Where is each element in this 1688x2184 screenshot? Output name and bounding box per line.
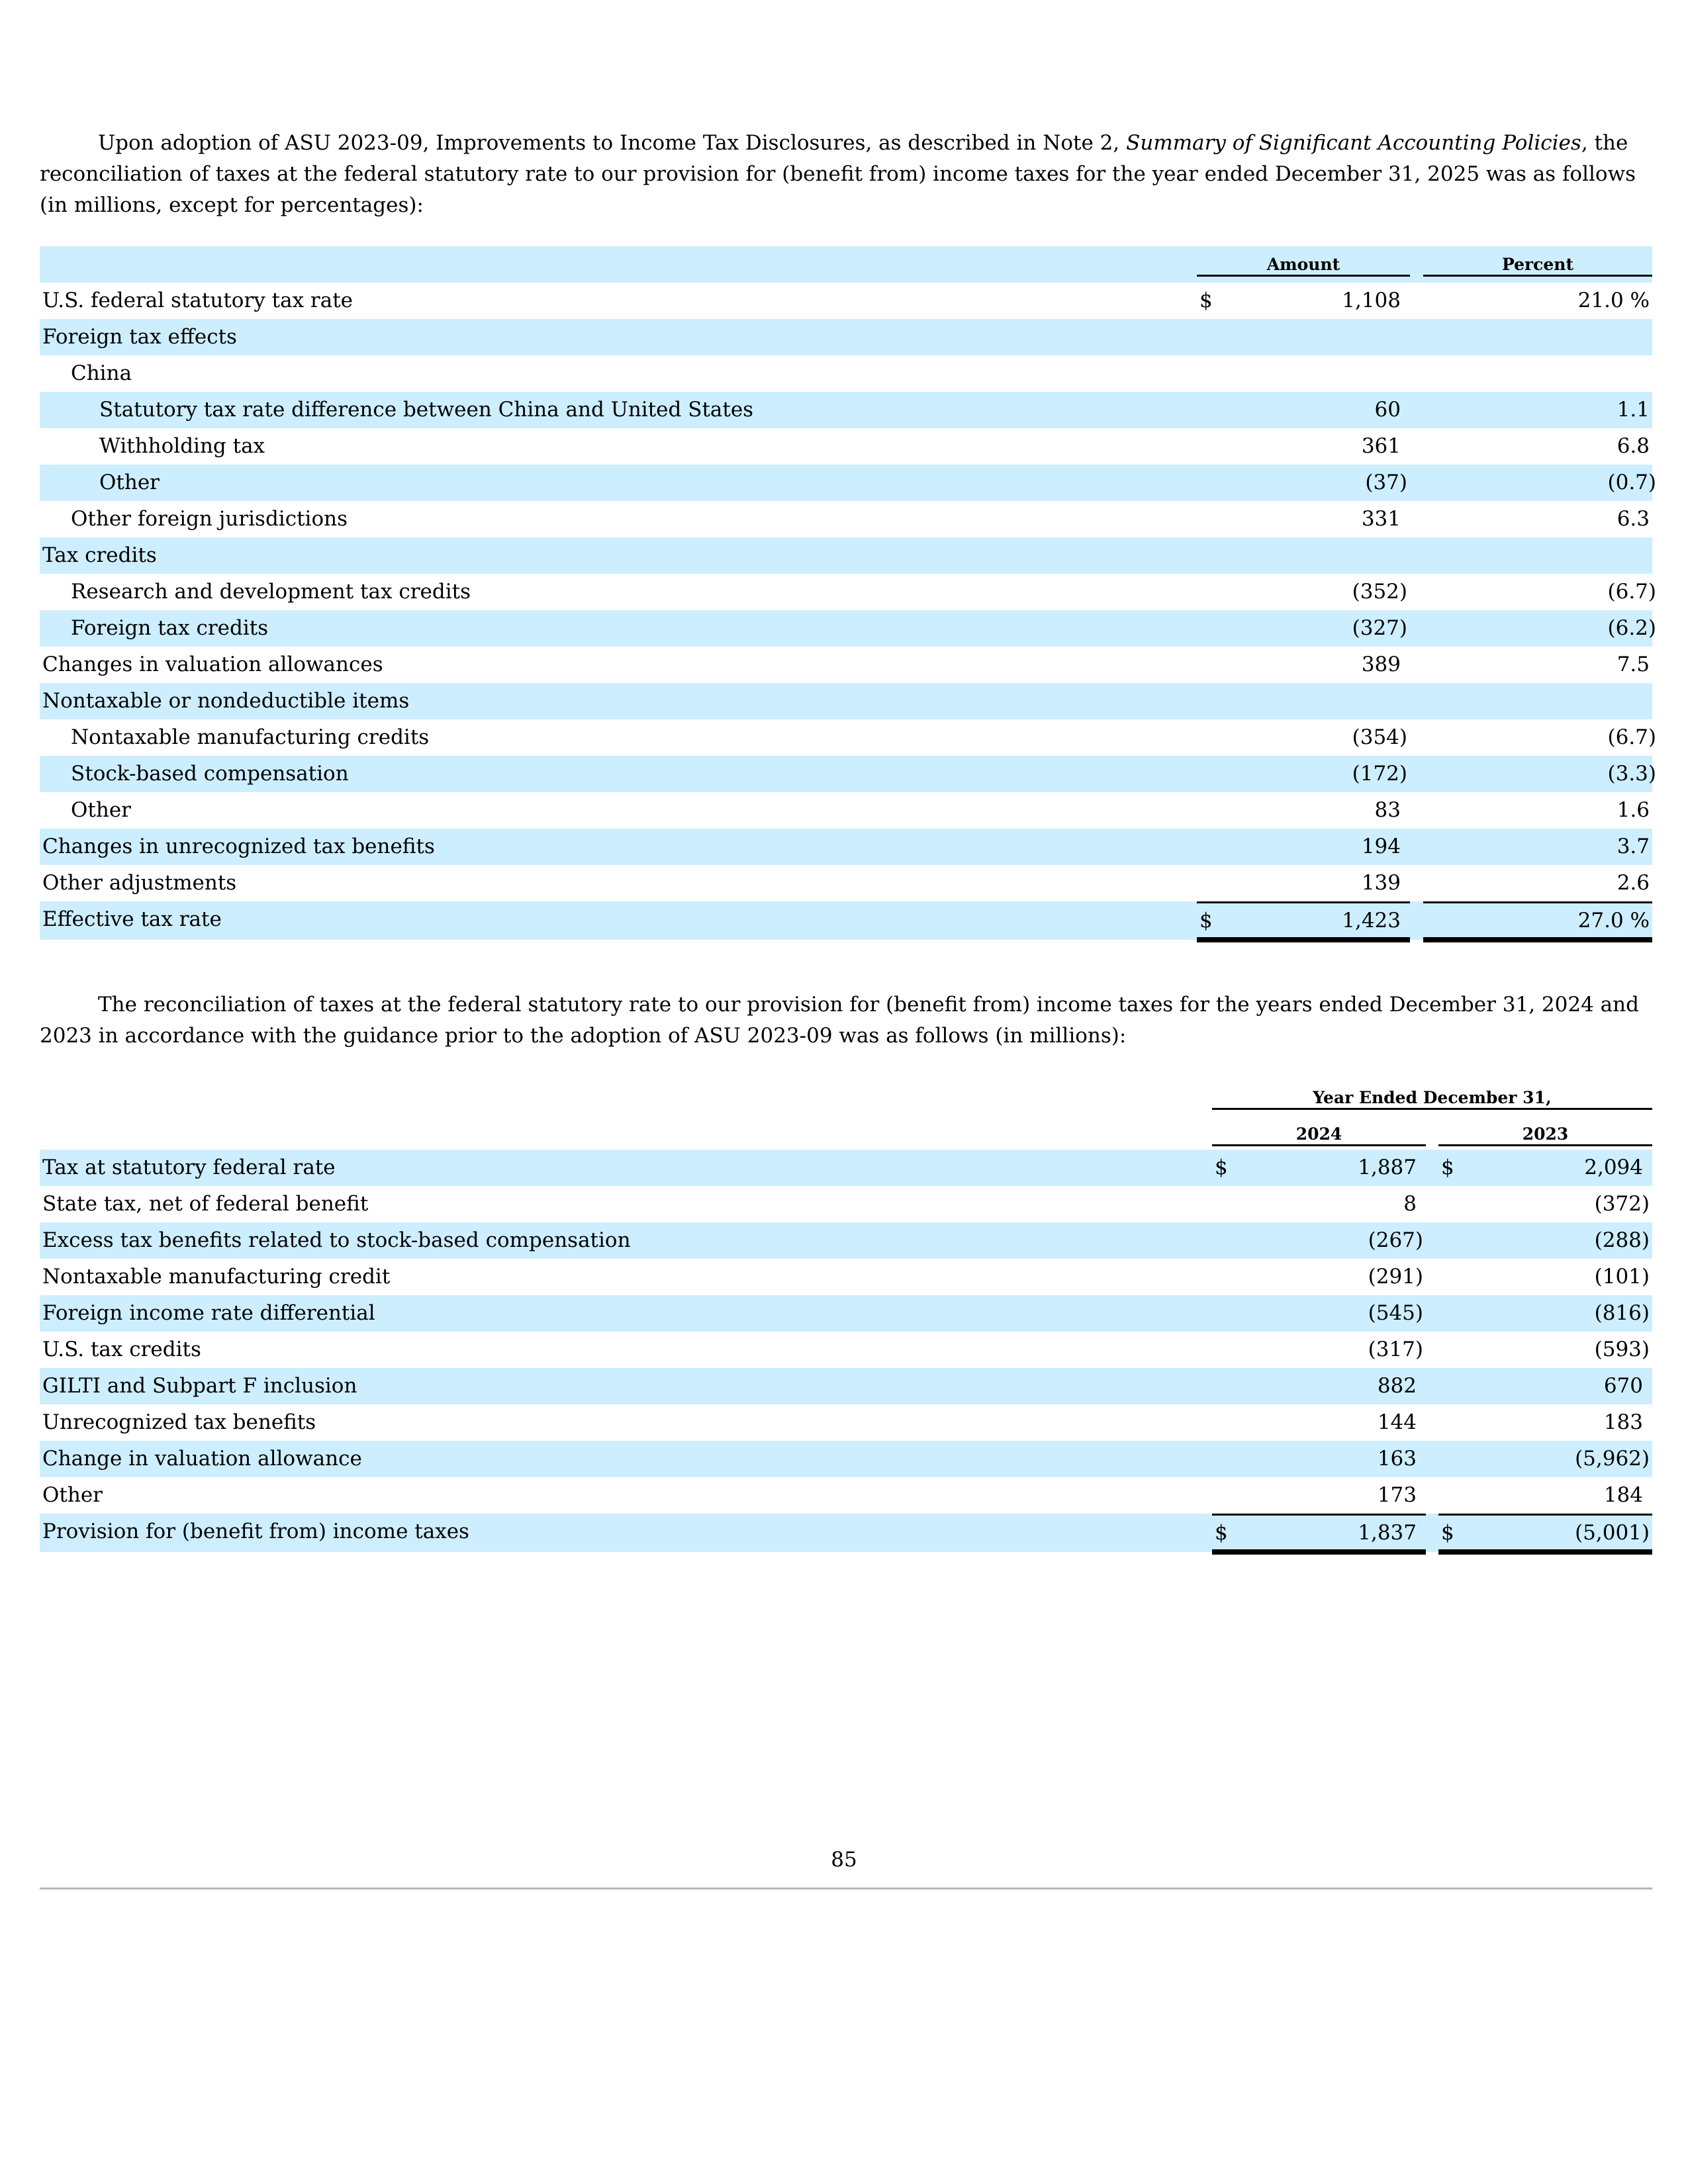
value-cell — [1212, 1332, 1426, 1368]
value-cell — [1197, 574, 1410, 610]
value-cell — [1438, 1332, 1652, 1368]
value: (0.7) — [1607, 471, 1656, 494]
currency-symbol: $ — [1199, 289, 1213, 312]
row-label: Tax at statutory federal rate — [42, 1156, 336, 1179]
value: (5,962) — [1575, 1447, 1650, 1471]
table-row — [40, 829, 1652, 865]
value: (6.2) — [1607, 616, 1656, 640]
table-row — [40, 683, 1652, 719]
double-underline — [1438, 1549, 1652, 1555]
value-cell — [1423, 392, 1652, 428]
value: 6.8 — [1617, 434, 1650, 458]
value-cell — [1423, 319, 1652, 355]
row-label: Nontaxable manufacturing credit — [42, 1265, 391, 1289]
value: (267) — [1368, 1228, 1423, 1252]
row-label: GILTI and Subpart F inclusion — [42, 1374, 357, 1398]
value-cell — [1197, 792, 1410, 829]
value: 389 — [1361, 653, 1401, 676]
row-label: Nontaxable or nondeductible items — [42, 689, 410, 713]
value-cell — [1423, 610, 1656, 647]
row-label: Excess tax benefits related to stock-based compensation — [42, 1228, 631, 1252]
value: 1,837 — [1358, 1521, 1417, 1545]
value-cell — [1423, 501, 1652, 537]
intro-paragraph-1 — [40, 128, 1648, 221]
value-cell — [1197, 756, 1410, 792]
value-cell — [1423, 428, 1652, 465]
double-underline — [1197, 937, 1410, 942]
value: (327) — [1352, 616, 1407, 640]
row-label: Other — [99, 471, 160, 494]
currency-symbol: $ — [1441, 1521, 1454, 1545]
value-cell — [1197, 283, 1410, 319]
value: 3.7 — [1617, 835, 1650, 858]
value-cell — [1197, 865, 1410, 901]
table-row — [40, 428, 1652, 465]
value: (291) — [1368, 1265, 1423, 1289]
header-percent: Percent — [1423, 255, 1652, 277]
value-cell — [1212, 1186, 1426, 1222]
value-cell — [1423, 574, 1656, 610]
value: (317) — [1368, 1338, 1423, 1361]
value: (593) — [1594, 1338, 1650, 1361]
row-label: Other — [71, 798, 132, 822]
table-row — [40, 865, 1652, 901]
row-label: State tax, net of federal benefit — [42, 1192, 369, 1216]
value-cell — [1438, 1514, 1652, 1550]
value: (6.7) — [1607, 580, 1656, 604]
value-cell — [1423, 865, 1652, 901]
footer-divider — [40, 1888, 1652, 1889]
value-cell — [1212, 1150, 1426, 1186]
value-cell — [1197, 319, 1410, 355]
table-row — [40, 355, 1652, 392]
table-row — [40, 574, 1656, 610]
row-label: Unrecognized tax benefits — [42, 1410, 316, 1434]
value-cell — [1438, 1295, 1652, 1332]
value-cell — [1438, 1222, 1652, 1259]
value-cell — [1438, 1477, 1652, 1514]
intro-text-before: Upon adoption of ASU 2023-09, Improvements to Income Tax Disclosures, as described in Note 2, — [98, 131, 1127, 155]
row-label: Other foreign jurisdictions — [71, 507, 348, 531]
table-row — [40, 1295, 1652, 1332]
value: (372) — [1594, 1192, 1650, 1216]
value: 1,887 — [1358, 1156, 1417, 1179]
value-cell — [1197, 465, 1410, 501]
value-cell — [1423, 283, 1652, 319]
currency-symbol: $ — [1441, 1156, 1454, 1179]
double-underline — [1212, 1549, 1426, 1555]
value: (101) — [1594, 1265, 1650, 1289]
value: 184 — [1603, 1483, 1643, 1507]
value-cell — [1423, 901, 1652, 938]
table-row — [40, 1222, 1652, 1259]
value: 6.3 — [1617, 507, 1650, 531]
value-cell — [1438, 1150, 1652, 1186]
row-label: Stock-based compensation — [71, 762, 349, 786]
value: 882 — [1377, 1374, 1417, 1398]
table-row — [40, 647, 1652, 683]
row-label: Other — [42, 1483, 103, 1507]
tax-reconciliation-2024-2023-table — [40, 1077, 1652, 1552]
value: 7.5 — [1617, 653, 1650, 676]
row-label: Statutory tax rate difference between China and United States — [99, 398, 754, 422]
value: (352) — [1352, 580, 1407, 604]
value-cell — [1438, 1441, 1652, 1477]
value-cell — [1423, 719, 1656, 756]
currency-symbol: $ — [1215, 1521, 1228, 1545]
row-label: Effective tax rate — [42, 907, 222, 931]
value-cell — [1197, 719, 1410, 756]
value-cell — [1423, 829, 1652, 865]
value-cell — [1423, 465, 1656, 501]
row-label: Changes in unrecognized tax benefits — [42, 835, 435, 858]
value-cell — [1197, 829, 1410, 865]
value-cell — [1197, 683, 1410, 719]
value: (354) — [1352, 725, 1407, 749]
row-label: Foreign income rate differential — [42, 1301, 375, 1325]
value: (5,001) — [1575, 1521, 1650, 1545]
value: (172) — [1352, 762, 1407, 786]
value: (3.3) — [1607, 762, 1656, 786]
currency-symbol: $ — [1199, 909, 1213, 933]
row-label: Other adjustments — [42, 871, 237, 895]
table-row — [40, 537, 1652, 574]
row-label: Nontaxable manufacturing credits — [71, 725, 430, 749]
value-cell — [1438, 1259, 1652, 1295]
value: 163 — [1377, 1447, 1417, 1471]
currency-symbol: $ — [1215, 1156, 1228, 1179]
double-underline — [1423, 937, 1652, 942]
value: 21.0 % — [1577, 289, 1650, 312]
value-cell — [1423, 792, 1652, 829]
value: 139 — [1361, 871, 1401, 895]
value-cell — [1212, 1477, 1426, 1514]
row-label: U.S. federal statutory tax rate — [42, 289, 353, 312]
header-amount: Amount — [1197, 255, 1410, 277]
value: 670 — [1603, 1374, 1643, 1398]
value: (37) — [1365, 471, 1407, 494]
value: 361 — [1361, 434, 1401, 458]
value: 1.6 — [1617, 798, 1650, 822]
value-cell — [1438, 1186, 1652, 1222]
value-cell — [1212, 1514, 1426, 1550]
row-label: Foreign tax credits — [71, 616, 269, 640]
header-2023: 2023 — [1438, 1124, 1652, 1146]
value-cell — [1438, 1404, 1652, 1441]
intro-paragraph-2: The reconciliation of taxes at the federal statutory rate to our provision for (benefit from) income taxes for the years ended December 31, 2024 and 2023 in accordance with the guidance prior to the adoption of ASU 2023-09 was as follows (in millions): — [40, 993, 1639, 1048]
value: (6.7) — [1607, 725, 1656, 749]
table-row — [40, 1259, 1652, 1295]
value-cell — [1212, 1368, 1426, 1404]
value-cell — [1212, 1441, 1426, 1477]
table-row — [40, 1186, 1652, 1222]
table-row — [40, 901, 1652, 940]
table-row — [40, 719, 1656, 756]
value-cell — [1423, 647, 1652, 683]
value-cell — [1212, 1404, 1426, 1441]
value: 83 — [1374, 798, 1401, 822]
table-row — [40, 1514, 1652, 1552]
value: 8 — [1403, 1192, 1417, 1216]
row-label: Tax credits — [42, 543, 157, 567]
value-cell — [1212, 1259, 1426, 1295]
value: 1.1 — [1617, 398, 1650, 422]
value-cell — [1438, 1368, 1652, 1404]
value-cell — [1197, 501, 1410, 537]
row-label: Research and development tax credits — [71, 580, 471, 604]
row-label: Provision for (benefit from) income taxes — [42, 1520, 469, 1543]
value-cell — [1212, 1295, 1426, 1332]
value-cell — [1423, 537, 1652, 574]
table-row — [40, 792, 1652, 829]
value: 194 — [1361, 835, 1401, 858]
table1-body — [40, 283, 1656, 940]
value-cell — [1197, 355, 1410, 392]
table-row — [40, 1477, 1652, 1514]
value: 1,108 — [1342, 289, 1401, 312]
table-row — [40, 1368, 1652, 1404]
value: 173 — [1377, 1483, 1417, 1507]
value-cell — [1197, 610, 1410, 647]
value-cell — [1212, 1222, 1426, 1259]
table2-header — [40, 1077, 1652, 1150]
table-row — [40, 392, 1652, 428]
value-cell — [1197, 901, 1410, 938]
table-row — [40, 319, 1652, 355]
value-cell — [1423, 756, 1656, 792]
value-cell — [1423, 683, 1652, 719]
row-label: Foreign tax effects — [42, 325, 237, 349]
value: 183 — [1603, 1410, 1643, 1434]
value-cell — [1197, 428, 1410, 465]
value-cell — [1197, 647, 1410, 683]
value: (816) — [1594, 1301, 1650, 1325]
table-row — [40, 501, 1652, 537]
value-cell — [1197, 392, 1410, 428]
row-label: Change in valuation allowance — [42, 1447, 362, 1471]
header-year-ended: Year Ended December 31, — [1212, 1088, 1652, 1110]
value: 331 — [1361, 507, 1401, 531]
table-row — [40, 1332, 1652, 1368]
table-row — [40, 1404, 1652, 1441]
value: 1,423 — [1342, 909, 1401, 933]
value-cell — [1423, 355, 1652, 392]
row-label: Withholding tax — [99, 434, 265, 458]
value: 2.6 — [1617, 871, 1650, 895]
value: (288) — [1594, 1228, 1650, 1252]
value: (545) — [1368, 1301, 1423, 1325]
table1-header — [40, 246, 1652, 283]
table-row — [40, 1150, 1652, 1186]
page-number: 85 — [831, 1848, 857, 1872]
value: 2,094 — [1584, 1156, 1643, 1179]
value-cell — [1197, 537, 1410, 574]
table-row — [40, 756, 1656, 792]
table-row — [40, 610, 1656, 647]
table2-body — [40, 1150, 1652, 1552]
row-label: China — [71, 361, 132, 385]
table-row — [40, 283, 1652, 319]
table-row — [40, 1441, 1652, 1477]
value: 60 — [1374, 398, 1401, 422]
table-row — [40, 465, 1656, 501]
value: 144 — [1377, 1410, 1417, 1434]
value: 27.0 % — [1577, 909, 1650, 933]
row-label: Changes in valuation allowances — [42, 653, 383, 676]
row-label: U.S. tax credits — [42, 1338, 201, 1361]
intro-text-after: , the reconciliation of taxes at the federal statutory rate to our provision for (benefit from) income taxes for the year ended December 31, 2025 was as follows (in millions, except for percentages): — [40, 131, 1636, 217]
intro-text-italic: Summary of Significant Accounting Policies — [1126, 131, 1581, 155]
header-2024: 2024 — [1212, 1124, 1426, 1146]
tax-rate-reconciliation-2025-table — [40, 246, 1656, 940]
